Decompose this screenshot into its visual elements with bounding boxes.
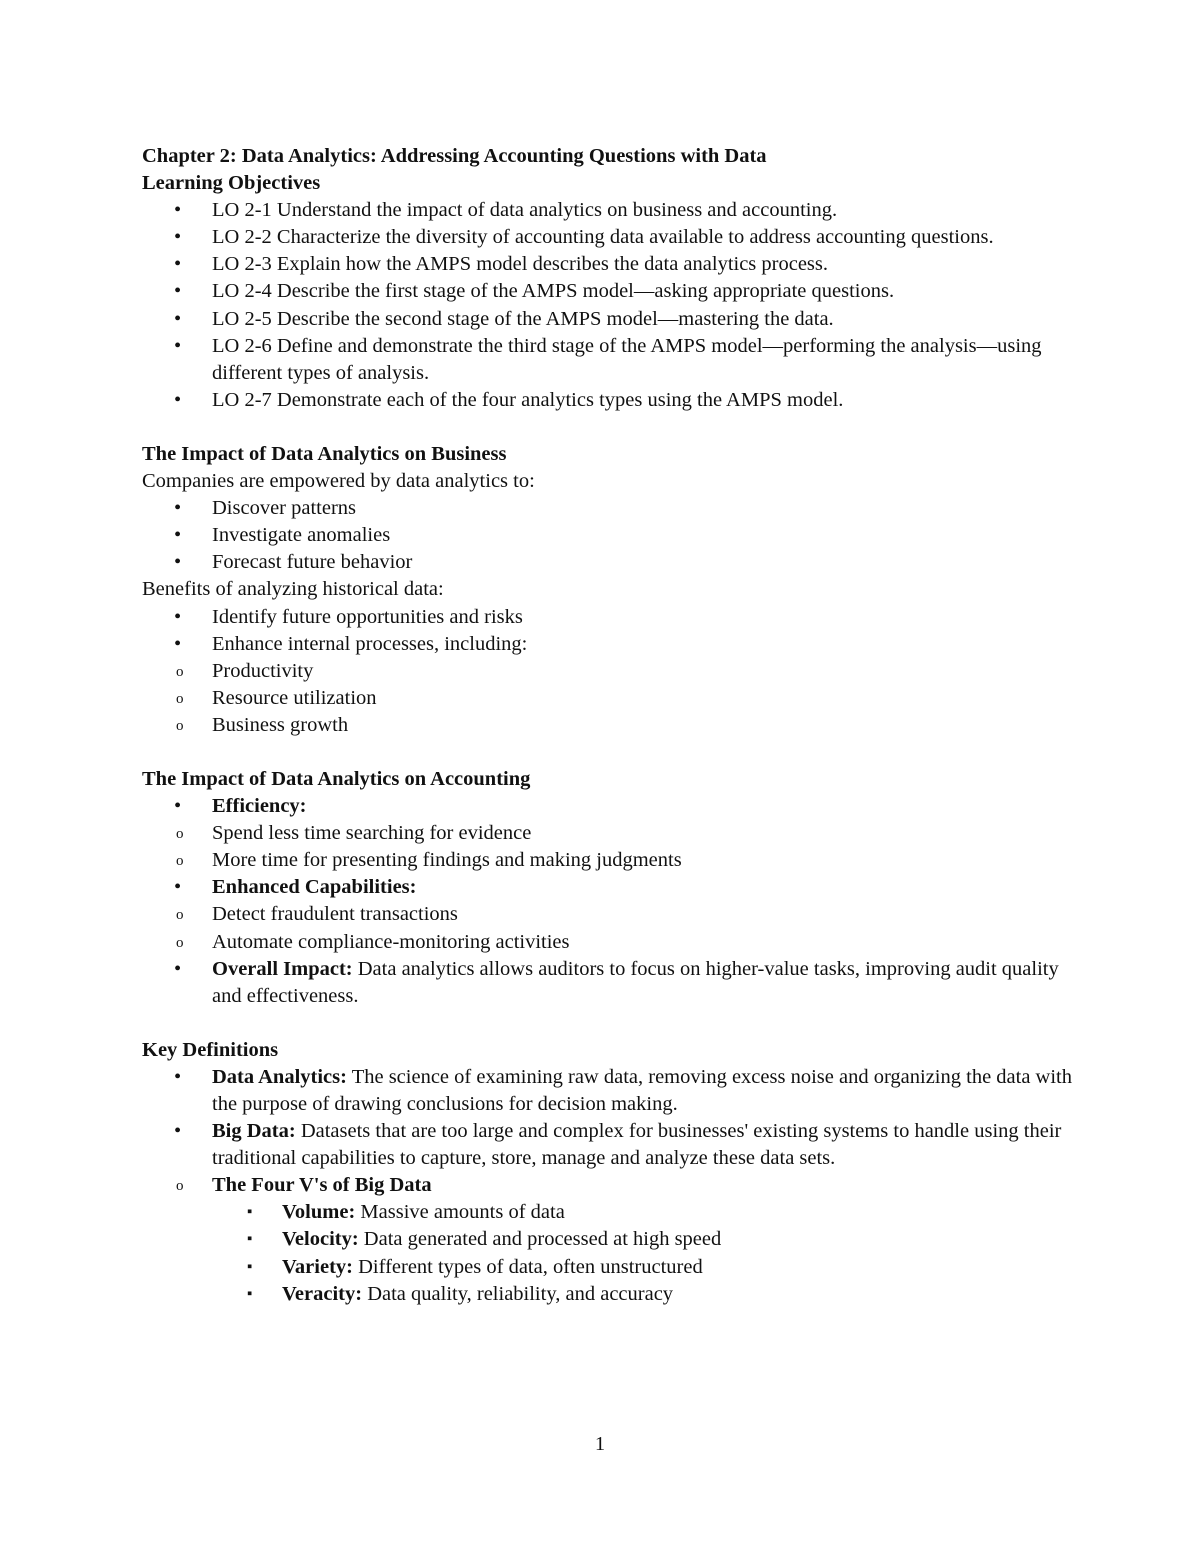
data-analytics-label: Data Analytics: [212,1065,347,1088]
chapter-title: Chapter 2: Data Analytics: Addressing Accounting Questions with Data [142,145,767,167]
business-list [142,495,1072,576]
v-label: Velocity: [282,1228,359,1251]
learning-objectives-heading: Learning Objectives [142,172,321,195]
v-text: Different types of data, often unstructured [352,1255,703,1278]
v-text: Data generated and processed at high speed [358,1228,722,1251]
big-data-text: Datasets that are too large and complex for businesses' existing systems to handle using their traditional capabilities to capture, store, manage and analyze these data sets. [212,1120,1062,1170]
benefit-item [142,604,1072,631]
benefit-text: Identify future opportunities and risks [212,605,523,628]
objective-item: • LO 2-2 Characterize the diversity of accounting data available to address accounting questions. [142,224,1072,251]
process-sublist [142,658,1072,739]
v-text: Massive amounts of data [355,1201,565,1224]
four-vs-title: The Four V's of Big Data [212,1174,432,1197]
capabilities-subitem: o Automate compliance-monitoring activities [142,929,1072,956]
overall-impact-text: Data analytics allows auditors to focus on higher-value tasks, improving audit quality and effectiveness. [212,957,1059,1007]
objective-item: • LO 2-4 Describe the first stage of the AMPS model—asking appropriate questions. [142,278,1072,305]
big-data-label: Big Data: [212,1120,296,1143]
v-item [212,1254,1072,1281]
efficiency-subitem: o More time for presenting findings and making judgments [142,847,1072,874]
objective-item: • LO 2-6 Define and demonstrate the third stage of the AMPS model—performing the analysis—using different types of analysis. [142,333,1072,387]
four-vs-list [142,1199,1072,1307]
learning-objectives-list [142,197,1072,414]
v-text: Data quality, reliability, and accuracy [362,1282,674,1305]
efficiency-sublist [142,820,1072,874]
objective-item: • LO 2-5 Describe the second stage of the AMPS model—mastering the data. [142,306,1072,333]
process-subitem: o Business growth [142,712,1072,739]
benefits-intro: Benefits of analyzing historical data: [142,578,444,601]
business-item: • Investigate anomalies [142,522,1072,549]
accounting-item [142,793,1072,874]
v-item [212,1281,1072,1308]
v-item [212,1199,1072,1226]
v-item [212,1226,1072,1253]
process-subitem: o Resource utilization [142,685,1072,712]
data-analytics-text: The science of examining raw data, removing excess noise and organizing the data with the purpose of drawing conclusions for decision making. [212,1065,1073,1115]
accounting-item [142,956,1072,1010]
capabilities-label: Enhanced Capabilities: [212,876,417,899]
benefit-text: Enhance internal processes, including: [212,632,528,655]
objective-item: • LO 2-1 Understand the impact of data analytics on business and accounting. [142,197,1072,224]
page-number: 1 [594,1433,606,1455]
accounting-impact-heading: The Impact of Data Analytics on Accounting [142,767,531,790]
four-vs-sublist [142,1172,1072,1307]
four-vs-item [142,1172,1072,1307]
efficiency-label: Efficiency: [212,795,307,818]
accounting-item [142,874,1072,955]
capabilities-subitem: o Detect fraudulent transactions [142,901,1072,928]
spacer [142,1010,1072,1037]
efficiency-subitem: o Spend less time searching for evidence [142,820,1072,847]
objective-item: • LO 2-3 Explain how the AMPS model describes the data analytics process. [142,251,1072,278]
key-definitions-heading: Key Definitions [142,1038,279,1061]
accounting-list [142,793,1072,1010]
document-body [142,143,1072,1308]
v-label: Volume: [282,1201,356,1224]
overall-impact-label: Overall Impact: [212,957,353,980]
definition-item [142,1118,1072,1308]
benefit-item [142,631,1072,739]
spacer [142,739,1072,766]
spacer [142,414,1072,441]
objective-item: • LO 2-7 Demonstrate each of the four analytics types using the AMPS model. [142,387,1072,414]
business-intro: Companies are empowered by data analytics to: [142,470,535,493]
definitions-list [142,1064,1072,1308]
v-label: Variety: [282,1255,353,1278]
business-item: • Forecast future behavior [142,549,1072,576]
definition-item [142,1064,1072,1118]
benefits-list [142,604,1072,739]
process-subitem: o Productivity [142,658,1072,685]
business-item: • Discover patterns [142,495,1072,522]
capabilities-sublist [142,901,1072,955]
business-impact-heading: The Impact of Data Analytics on Business [142,442,507,465]
v-label: Veracity: [282,1282,363,1305]
